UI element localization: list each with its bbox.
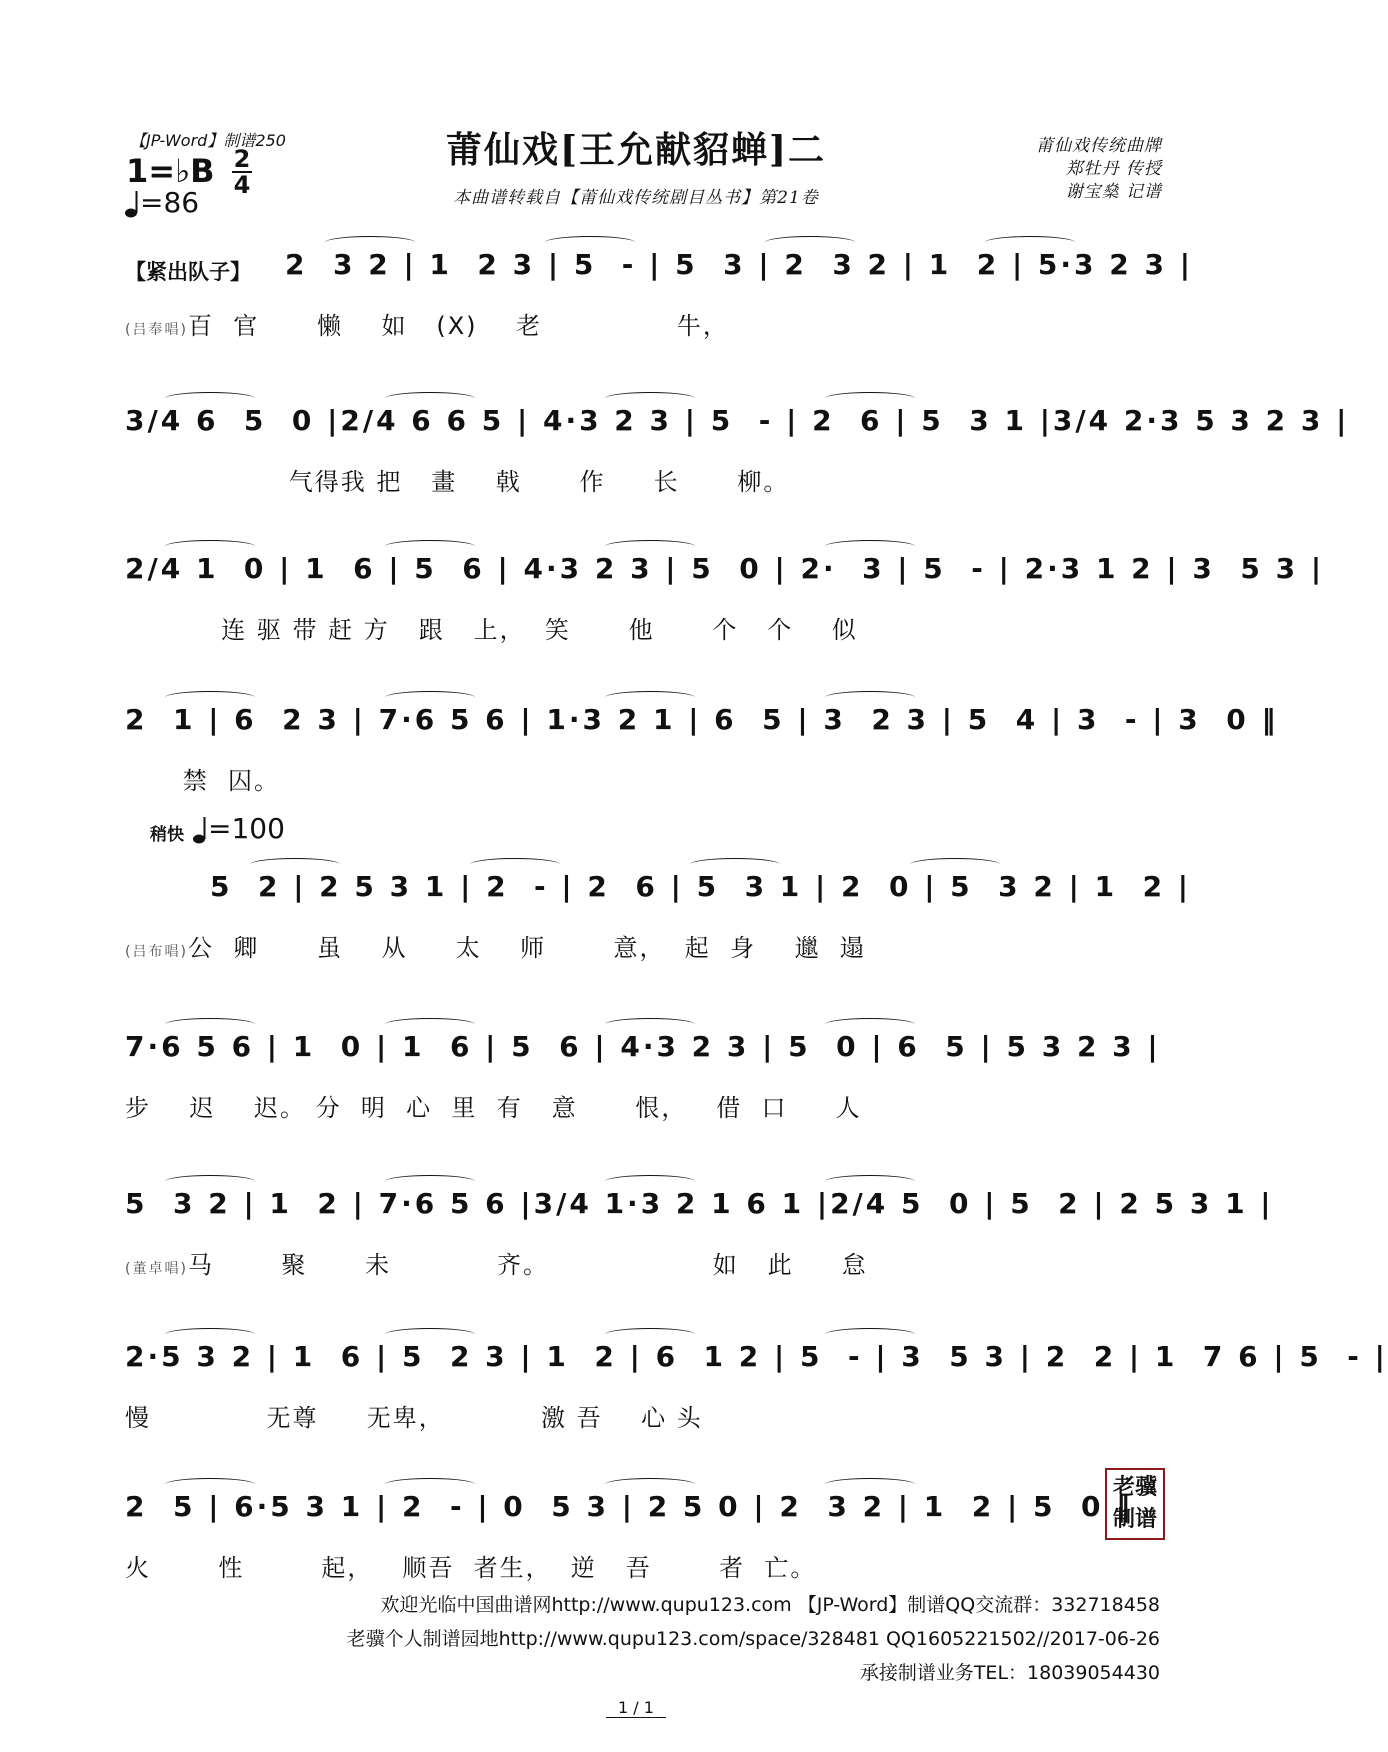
lyrics-line: [125, 462, 789, 497]
slur-mark: [385, 691, 475, 704]
slur-mark: [910, 858, 1000, 871]
slur-mark: [605, 691, 695, 704]
notation-line: 2 1 | 6 2 3 | 7·6 5 6 | 1·3 2 1 | 6 5 | 3 2 3 | 5 4 | 3 - | 3 0 ‖: [125, 703, 1279, 736]
slur-mark: [385, 1018, 475, 1031]
slur-mark: [985, 236, 1075, 249]
maker-stamp: 老骥制谱: [1105, 1468, 1165, 1540]
section-tempo-label: 稍快: [150, 825, 184, 845]
slur-mark: [250, 858, 340, 871]
page-title: 莆仙戏[王允献貂蝉]二: [445, 129, 827, 171]
slur-mark: [605, 540, 695, 553]
slur-mark: [470, 858, 560, 871]
lyrics-text: 连 驱 带 赶 方 跟 上， 笑 他 个 个 似: [125, 616, 858, 644]
lyrics-line: [125, 1245, 868, 1280]
slur-mark: [825, 540, 915, 553]
credits: [1036, 135, 1162, 204]
slur-mark: [165, 1018, 255, 1031]
slur-mark: [825, 1018, 915, 1031]
slur-mark: [165, 691, 255, 704]
notation-line: 5 3 2 | 1 2 | 7·6 5 6 |3/4 1·3 2 1 6 1 |2/4 5 0 | 5 2 | 2 5 3 1 |: [125, 1187, 1274, 1220]
tempo-value: =86: [140, 186, 200, 219]
credit-notator: 谢宝燊 记谱: [1065, 182, 1162, 202]
lyrics-text: 气得我 把 畫 戟 作 长 柳。: [125, 468, 790, 496]
tempo-marking: [124, 186, 199, 219]
slur-mark: [605, 1328, 695, 1341]
section-label: 【紧出队子】: [125, 260, 251, 284]
lyrics-text: 火 性 起， 顺吾 者生， 逆 吾 者 亡。: [125, 1554, 817, 1582]
lyrics-text: 百 官 懒 如 (X) 老 牛，: [187, 312, 729, 340]
lyrics-text: 马 聚 未 齐。 如 此 怠: [187, 1251, 868, 1279]
lyrics-line: [125, 1088, 862, 1123]
lyrics-text: 慢 无尊 无卑， 激 吾 心 头: [125, 1404, 703, 1432]
maker-note: 【JP-Word】制谱250: [130, 131, 286, 150]
lyrics-line: [125, 610, 858, 645]
notation-line: 3/4 6 5 0 |2/4 6 6 5 | 4·3 2 3 | 5 - | 2 6 | 5 3 1 |3/4 2·3 5 3 2 3 |: [125, 404, 1350, 437]
slur-mark: [165, 540, 255, 553]
slur-mark: [690, 858, 780, 871]
slur-mark: [825, 691, 915, 704]
lyrics-line: [125, 928, 866, 963]
key-signature: 1=♭B: [126, 152, 215, 190]
notation-line: 2·5 3 2 | 1 6 | 5 2 3 | 1 2 | 6 1 2 | 5 - | 3 5 3 | 2 2 | 1 7 6 | 5 - |: [125, 1340, 1388, 1373]
lyrics-text: 公 卿 虽 从 太 师 意， 起 身 邋 遢: [187, 934, 866, 962]
slur-mark: [545, 236, 635, 249]
time-top: 2: [233, 145, 251, 173]
singer-note: (吕布唱): [125, 944, 188, 960]
quarter-note-icon: [192, 815, 208, 845]
footer-line-1: 欢迎光临中国曲谱网http://www.qupu123.com 【JP-Word】制谱QQ交流群：332718458: [380, 1594, 1160, 1616]
slur-mark: [165, 1478, 255, 1491]
slur-mark: [165, 1328, 255, 1341]
slur-mark: [325, 236, 415, 249]
time-bottom: 4: [233, 171, 251, 199]
slur-mark: [605, 1018, 695, 1031]
slur-mark: [385, 392, 475, 405]
footer-line-2: 老骥个人制谱园地http://www.qupu123.com/space/328481 QQ1605221502//2017-06-26: [346, 1628, 1160, 1650]
footer-line-3: 承接制谱业务TEL：18039054430: [859, 1662, 1160, 1684]
notation-line: 5 2 | 2 5 3 1 | 2 - | 2 6 | 5 3 1 | 2 0 | 5 3 2 | 1 2 |: [210, 870, 1192, 903]
notation-line: 2 3 2 | 1 2 3 | 5 - | 5 3 | 2 3 2 | 1 2 | 5·3 2 3 |: [285, 248, 1193, 281]
section-tempo: [192, 812, 285, 845]
lyrics-line: [125, 306, 729, 341]
slur-mark: [825, 1478, 915, 1491]
slur-mark: [385, 1175, 475, 1188]
subtitle: 本曲谱转载自【莆仙戏传统剧目丛书】第21卷: [453, 188, 819, 208]
slur-mark: [605, 1175, 695, 1188]
slur-mark: [165, 392, 255, 405]
slur-mark: [165, 1175, 255, 1188]
slur-mark: [605, 1478, 695, 1491]
slur-mark: [825, 1175, 915, 1188]
slur-mark: [765, 236, 855, 249]
time-signature: [232, 145, 252, 199]
notation-line: 7·6 5 6 | 1 0 | 1 6 | 5 6 | 4·3 2 3 | 5 0 | 6 5 | 5 3 2 3 |: [125, 1030, 1161, 1063]
lyrics-text: 步 迟 迟。 分 明 心 里 有 意 恨， 借 口 人: [125, 1094, 862, 1122]
slur-mark: [385, 1328, 475, 1341]
credit-teacher: 郑牡丹 传授: [1065, 159, 1162, 179]
slur-mark: [385, 1478, 475, 1491]
lyrics-line: [125, 761, 280, 796]
lyrics-text: 禁 囚。: [125, 767, 281, 795]
notation-line: 2 5 | 6·5 3 1 | 2 - | 0 5 3 | 2 5 0 | 2 3 2 | 1 2 | 5 0 ‖: [125, 1490, 1134, 1523]
quarter-note-icon: [124, 189, 140, 219]
lyrics-line: [125, 1548, 816, 1583]
lyrics-line: [125, 1398, 703, 1433]
slur-mark: [605, 392, 695, 405]
slur-mark: [825, 1328, 915, 1341]
singer-note: (吕奉唱): [125, 322, 188, 338]
notation-line: 2/4 1 0 | 1 6 | 5 6 | 4·3 2 3 | 5 0 | 2· 3 | 5 - | 2·3 1 2 | 3 5 3 |: [125, 552, 1325, 585]
singer-note: (董卓唱): [125, 1261, 188, 1277]
section-tempo-value: =100: [208, 812, 285, 845]
page-number: 1 / 1: [0, 1698, 1272, 1717]
slur-mark: [385, 540, 475, 553]
credit-source: 莆仙戏传统曲牌: [1036, 136, 1162, 156]
slur-mark: [825, 392, 915, 405]
